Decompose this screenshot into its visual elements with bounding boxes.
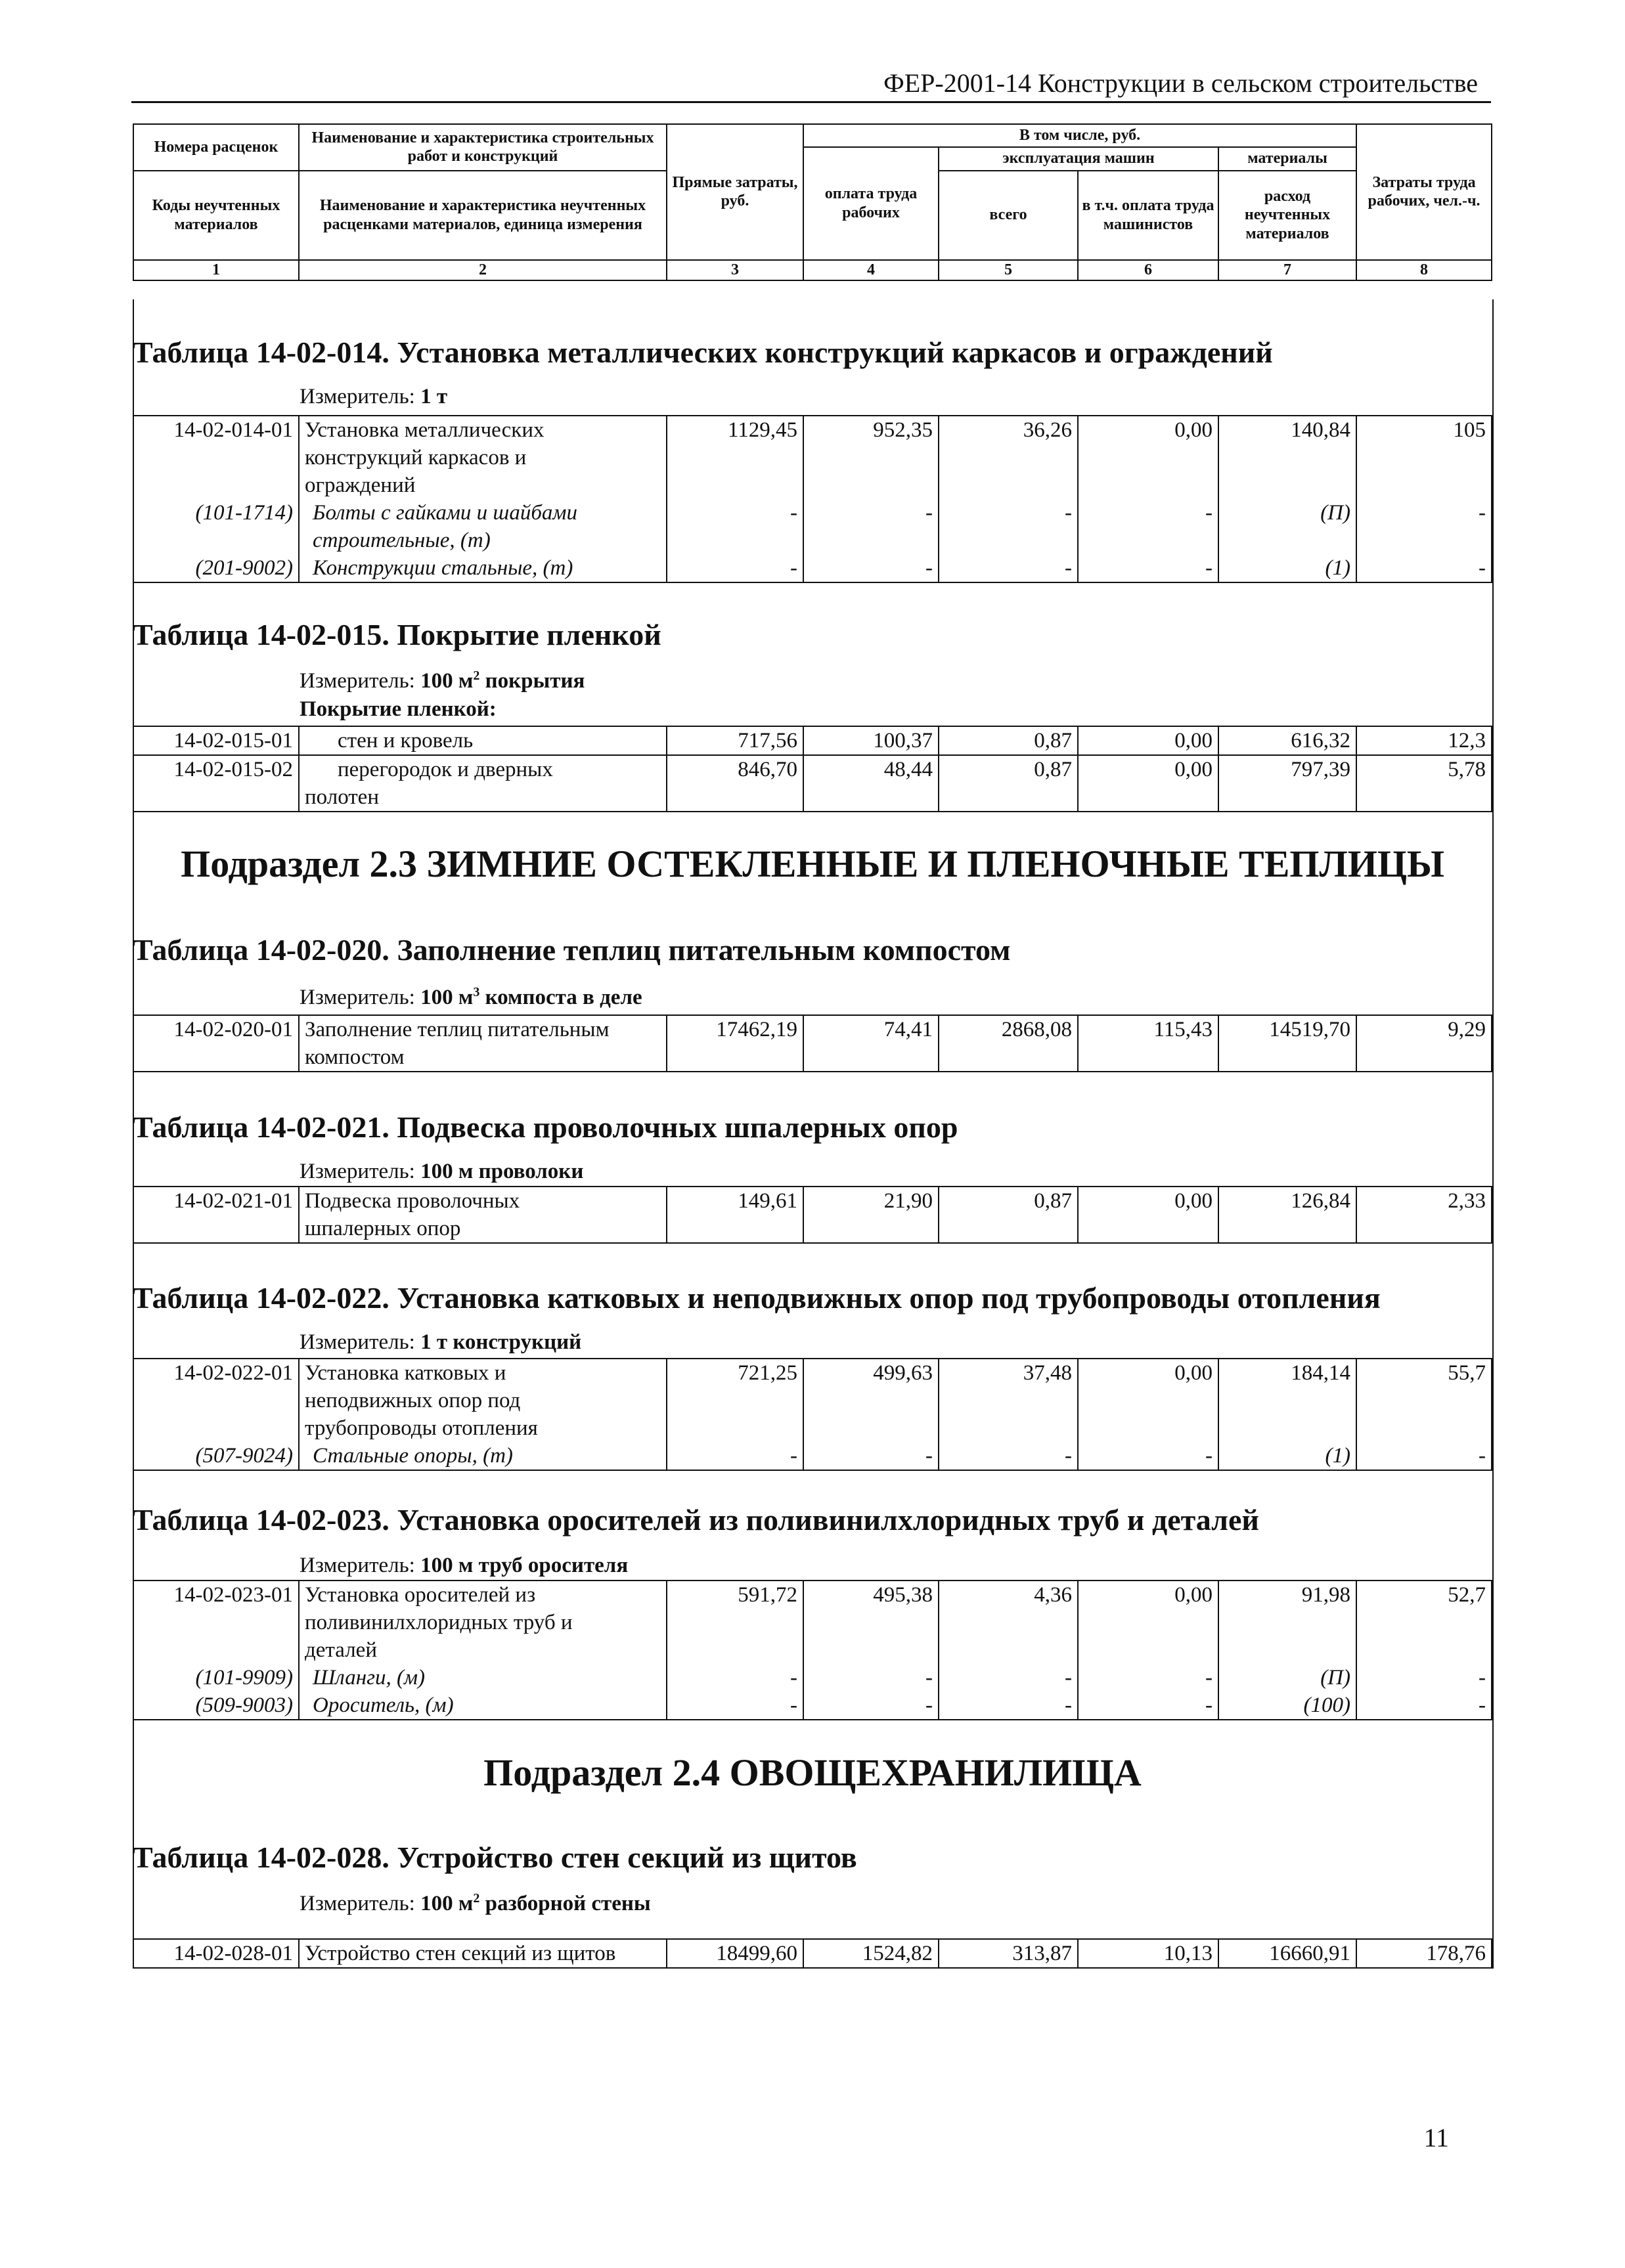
page-number: 11 — [1423, 2123, 1449, 2152]
measure-022: Измеритель: 1 т конструкций — [300, 1330, 582, 1354]
rows-015 — [133, 726, 1492, 812]
header-material-codes: Коды неучтенных материалов — [133, 171, 299, 260]
table-row: 14-02-014-01 Установка металлических конструкций каркасов и ограждений 1129,45 952,35 36,26 0,00 140,84 105 — [133, 416, 1492, 499]
col-num-7: 7 — [1218, 260, 1356, 280]
subheading-film-cover: Покрытие пленкой: — [300, 697, 497, 721]
header-machines-total: всего — [939, 171, 1078, 260]
header-direct-costs: Прямые затраты, руб. — [667, 124, 803, 260]
table-row: (201-9002) Конструкции стальные, (т) - - - - (1) - — [133, 554, 1492, 582]
table-row: 14-02-020-01 Заполнение теплиц питательным компостом 17462,19 74,41 2868,08 115,43 14519,70 9,29 — [133, 1015, 1492, 1072]
running-head — [131, 66, 1491, 103]
subsection-title-2-4: Подраздел 2.4 ОВОЩЕХРАНИЛИЩА — [483, 1751, 1142, 1794]
table-title-021: Таблица 14-02-021. Подвеска проволочных шпалерных опор — [133, 1110, 958, 1144]
table-row: 14-02-021-01 Подвеска проволочных шпалерных опор 149,61 21,90 0,87 0,00 126,84 2,33 — [133, 1187, 1492, 1243]
col-num-2: 2 — [299, 260, 667, 280]
table-row: 14-02-028-01 Устройство стен секций из щитов 18499,60 1524,82 313,87 10,13 16660,91 178,76 — [133, 1939, 1492, 1967]
table-row: 14-02-023-01 Установка оросителей из поливинилхлоридных труб и деталей 591,72 495,38 4,36 0,00 91,98 52,7 — [133, 1581, 1492, 1664]
table-row: (507-9024) Стальные опоры, (т) - - - - (1) - — [133, 1442, 1492, 1470]
header-material-name: Наименование и характеристика неучтенных расценками материалов, единица измерения — [299, 171, 667, 260]
table-row: 14-02-015-01 стен и кровель 717,56 100,37 0,87 0,00 616,32 12,3 — [133, 726, 1492, 755]
measure-020: Измеритель: 100 $м^3$ компоста в деле — [300, 985, 642, 1009]
rows-020 — [133, 1014, 1492, 1072]
header-work-name: Наименование и характеристика строительных работ и конструкций — [299, 124, 667, 171]
header-including: В том числе, руб. — [803, 124, 1356, 147]
table-title-014: Таблица 14-02-014. Установка металлических конструкций каркасов и ограждений — [133, 336, 1273, 369]
rows-023 — [133, 1580, 1492, 1720]
table-row: (509-9003) Ороситель, (м) - - - - (100) - — [133, 1691, 1492, 1720]
table-title-023: Таблица 14-02-023. Установка оросителей из поливинилхлоридных труб и деталей — [133, 1503, 1259, 1537]
header-materials: материалы — [1218, 147, 1356, 171]
running-head-text: ФЕР-2001-14 Конструкции в сельском строительстве — [883, 68, 1478, 98]
rows-028 — [133, 1938, 1492, 1967]
col-num-3: 3 — [667, 260, 803, 280]
table-title-020: Таблица 14-02-020. Заполнение теплиц питательным компостом — [133, 933, 1011, 967]
measure-028: Измеритель: 100 $м^2$ разборной стены — [300, 1891, 651, 1915]
rows-021 — [133, 1186, 1492, 1244]
col-num-5: 5 — [939, 260, 1078, 280]
measure-014: Измеритель: 1 т — [300, 385, 448, 408]
col-num-4: 4 — [803, 260, 939, 280]
header-rate-numbers: Номера расценок — [133, 124, 299, 171]
table-title-022: Таблица 14-02-022. Установка катковых и неподвижных опор под трубопроводы отопления — [133, 1281, 1381, 1315]
col-num-6: 6 — [1078, 260, 1218, 280]
header-labor-pay: оплата труда рабочих — [803, 147, 939, 260]
rows-022 — [133, 1358, 1492, 1471]
col-num-1: 1 — [133, 260, 299, 280]
measure-015: Измеритель: 100 $м^2$ покрытия — [300, 668, 585, 693]
table-row: (101-1714) Болты с гайками и шайбами строительные, (т) - - - - (П) - — [133, 499, 1492, 554]
table-row: 14-02-022-01 Установка катковых и неподвижных опор под трубопроводы отопления 721,25 499,63 37,48 0,00 184,14 55,7 — [133, 1359, 1492, 1442]
header-machines: эксплуатация машин — [939, 147, 1218, 171]
table-title-015: Таблица 14-02-015. Покрытие пленкой — [133, 618, 661, 651]
header-machinists-pay: в т.ч. оплата труда машинистов — [1078, 171, 1218, 260]
table-row: (101-9909) Шланги, (м) - - - - (П) - — [133, 1664, 1492, 1691]
header-labor-cost: Затраты труда рабочих, чел.-ч. — [1356, 124, 1492, 260]
header-materials-spend: расход неучтенных материалов — [1218, 171, 1356, 260]
table-row: 14-02-015-02 перегородок и дверных полотен 846,70 48,44 0,87 0,00 797,39 5,78 — [133, 755, 1492, 812]
table-title-028: Таблица 14-02-028. Устройство стен секций из щитов — [133, 1841, 857, 1874]
column-header-table — [133, 123, 1492, 281]
rows-014 — [133, 415, 1492, 583]
measure-021: Измеритель: 100 м проволоки — [300, 1160, 584, 1183]
measure-023: Измеритель: 100 м труб оросителя — [300, 1554, 629, 1577]
col-num-8: 8 — [1356, 260, 1492, 280]
subsection-title-2-3: Подраздел 2.3 ЗИМНИЕ ОСТЕКЛЕННЫЕ И ПЛЕНОЧНЫЕ ТЕПЛИЦЫ — [181, 842, 1444, 885]
